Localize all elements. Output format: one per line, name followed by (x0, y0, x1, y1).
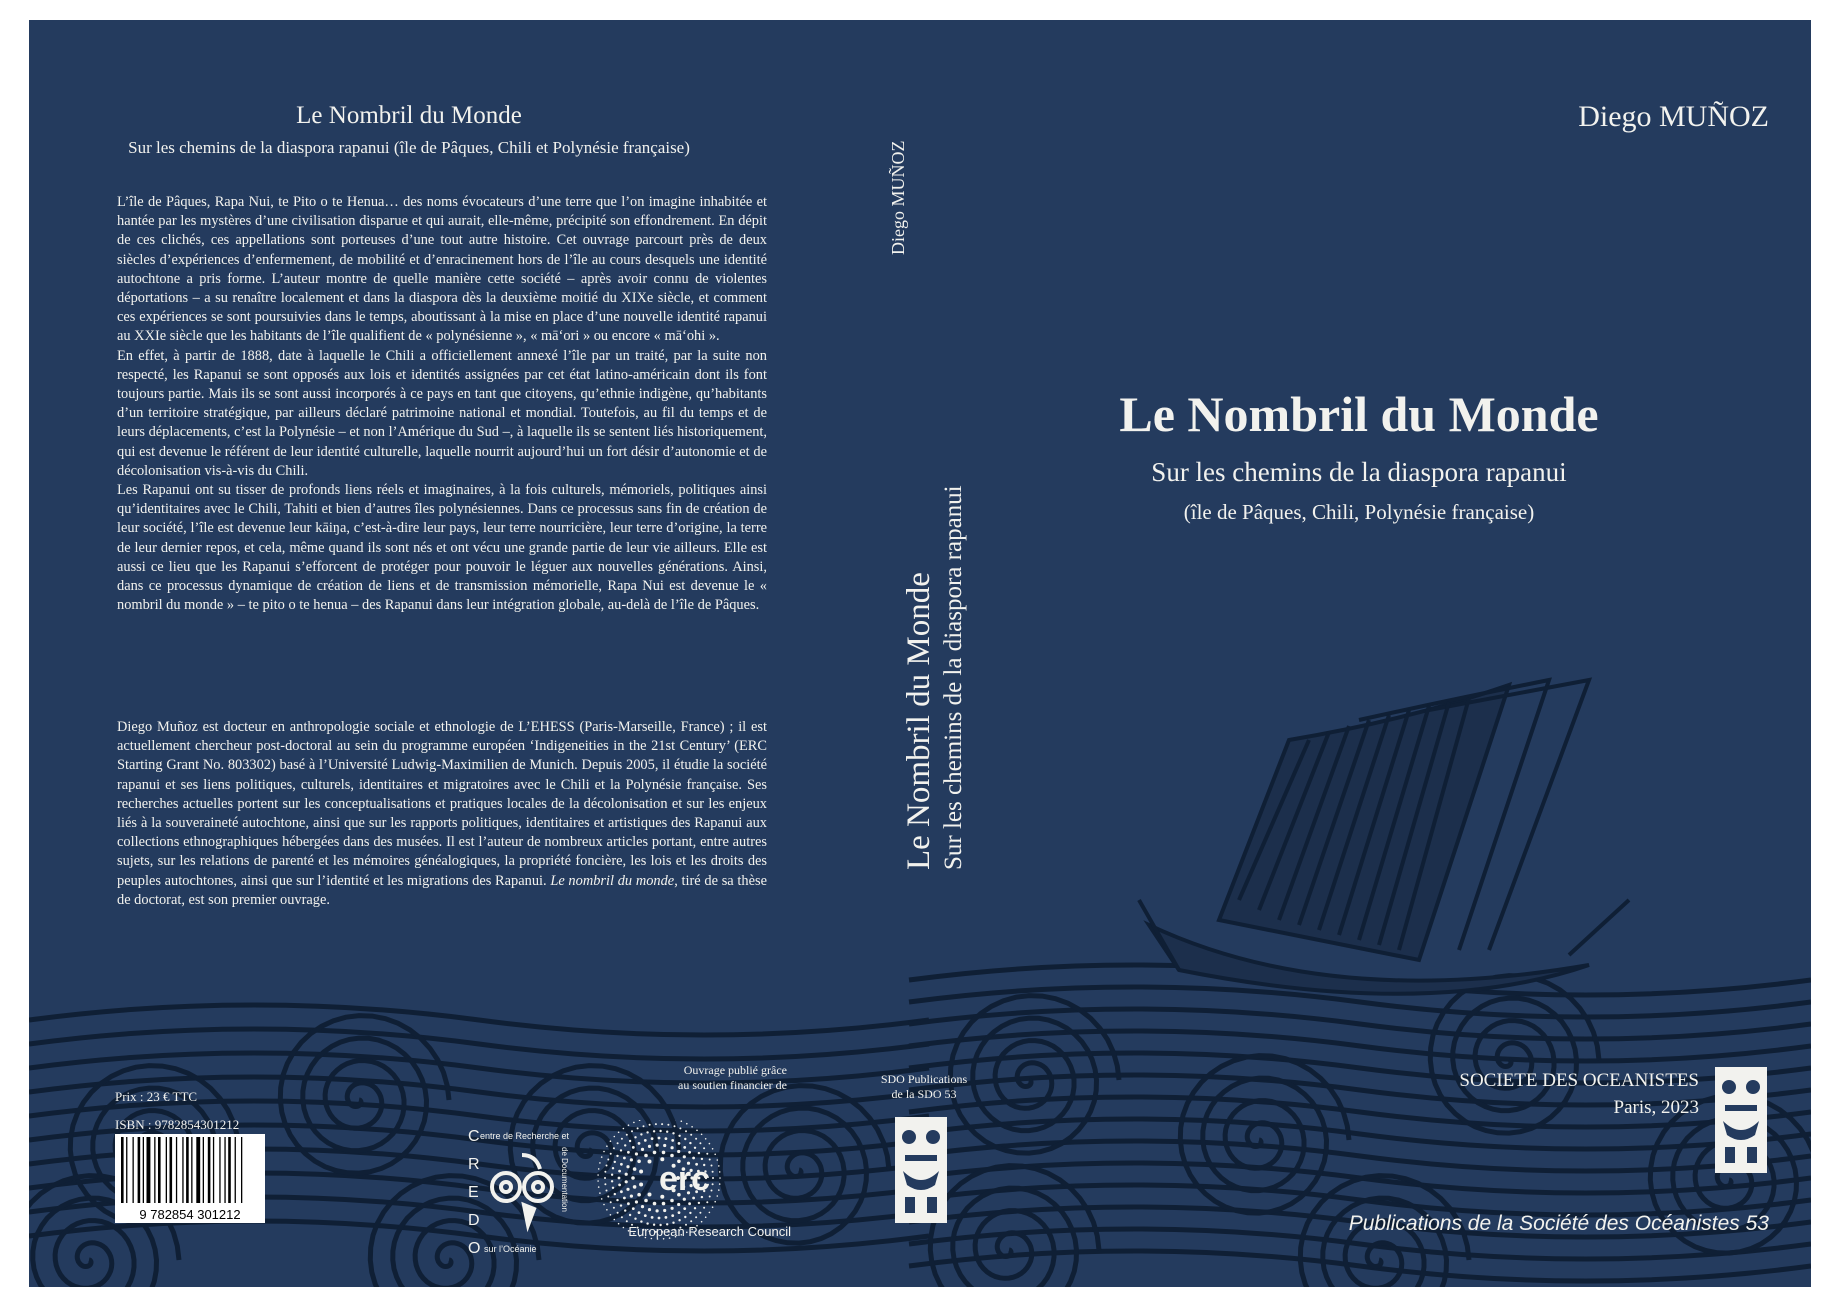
svg-text:D: D (468, 1212, 480, 1229)
price-label: Prix : 23 € TTC (115, 1089, 198, 1104)
barcode (115, 1134, 265, 1223)
svg-text:R: R (468, 1156, 480, 1173)
publisher-name: SOCIETE DES OCEANISTES (1459, 1070, 1699, 1091)
front-title: Le Nombril du Monde (1119, 386, 1599, 442)
bio-text: Diego Muñoz est docteur en anthropologie sociale et ethnologie de L’EHESS (Paris-Marseille, France) ; il est actuellement chercheur post-doctoral au sein du programme européen ‘Indigeneities in the 21st Century’ (ERC Starting Grant No. 803302) basé à l’Université Ludwig-Maximilien de Munich. Depuis 2005, il étudie la société rapanui et ses liens politiques, culturels, identitaires et migratoires avec le Chili et la Polynésie française. Ses recherches actuelles portent sur les conceptualisations et pratiques locales de la décolonisation et sur les enjeux liés à la souveraineté autochtone, ainsi que sur les rapports politiques, identitaires et artistiques des Rapanui aux collections ethnographiques hébergées dans des musées. Il est l’auteur de nombreux articles portant, entre autres sujets, sur les relations de parenté et les mémoires généalogiques, la propriété foncière, les lois et les droits des peuples autochtones, ainsi que sur l’identité et les migrations des Rapanui. (117, 719, 767, 889)
credo-logo (464, 1125, 604, 1255)
back-subtitle: Sur les chemins de la diaspora rapanui (île de Pâques, Chili et Polynésie française) (128, 138, 690, 157)
front-subtitle-places: (île de Pâques, Chili, Polynésie française) (1183, 500, 1535, 524)
funding-line-2: au soutien financier de (678, 1078, 787, 1092)
barcode-digits: 9 782854 301212 (139, 1207, 241, 1222)
svg-text:Sur les chemins de la diaspora: Sur les chemins de la diaspora rapanui (940, 485, 967, 870)
bio-end: , tiré de sa thèse de doctorat, est son premier ouvrage. (117, 872, 767, 908)
front-author: Diego MUÑOZ (1578, 100, 1769, 133)
bio-book-title: Le nombril du monde (550, 872, 675, 889)
svg-text:entre de Recherche et: entre de Recherche et (480, 1131, 570, 1141)
spine-publisher (869, 1072, 979, 1102)
blurb-paragraph-2: En effet, à partir de 1888, date à laquelle le Chili a officiellement annexé l’île par un traité, par la suite non respecté, les Rapanui se sont opposés aux lois et identités assignées par cet état latino-américain dont ils font toujours partie. Mais ils se sont aussi incorporés à ce pays en tant que citoyens, qu’ethnie indigène, qu’habitants d’un territoire stratégique, par ailleurs déclaré patrimoine national et mondial. Toutefois, au fil du temps et de leurs déplacements, c’est la Polynésie – et non l’Amérique du Sud –, à laquelle ils se sentent liés historiquement, qui est devenue le référent de leur identité culturelle, laquelle nourrit aujourd’hui un fort désir d’autonomie et de décolonisation vis-à-vis du Chili. (117, 347, 767, 479)
svg-text:sur l’Océanie: sur l’Océanie (484, 1244, 537, 1254)
back-title: Le Nombril du Monde (296, 102, 522, 129)
canoe-illustration (1139, 680, 1629, 994)
publisher-place-year: Paris, 2023 (1613, 1097, 1699, 1118)
blurb-paragraph-1: L’île de Pâques, Rapa Nui, te Pito o te Henua… des noms évocateurs d’une terre que l’on imagine inhabitée et hantée par les mystères d’une civilisation disparue et qui aurait, elle-même, précipité son effondrement. En dépit de ces clichés, ces appellations sont porteuses d’une tout autre histoire. Cet ouvrage parcourt près de deux siècles d’expériences d’enfermement, de mobilité et d’enracinement hors de l’île au cours desquels une identité autochtone a pris forme. L’auteur montre de quelle manière cette société – après avoir connu de violentes déportations – a su renaître localement et dans la diaspora dès la deuxième moitié du XIXe siècle, et comment ces expériences se sont poursuivies dans le temps, aboutissant à la mise en place d’une nouvelle identité rapanui au XXIe siècle que les habitants de l’île qualifient de « polynésienne », « mā‘ori » ou encore « mā‘ohi ». (117, 194, 767, 345)
series-title: Publications de la Société des Océanistes 53 (1348, 1212, 1769, 1235)
author-bio (117, 718, 767, 910)
svg-text:O: O (468, 1240, 481, 1255)
blurb-paragraph-3: Les Rapanui ont su tisser de profonds liens réels et imaginaires, à la fois culturels, mémoriels, politiques ainsi qu’identitaires avec le Chili, Tahiti et bien d’autres îles polynésiennes. Dans ce processus sans fin de création de leur société, l’île est devenue leur kāiŋa, c’est-à-dire leur pays, leur terre nourricière, leur terre d’origine, la terre de leur dernier repos, et cela, même quand ils sont nés et ont vécu une grande partie de leur vie ailleurs. Elle est aussi ce lieu que les Rapanui s’efforcent de protéger pour pouvoir le léguer aux nouvelles générations. Ainsi, dans ce processus dynamique de création de liens et de transmission mémorielle, Rapa Nui est devenue le « nombril du monde » – te pito o te henua – des Rapanui dans leur intégration globale, au-delà de l’île de Pâques. (117, 482, 767, 614)
svg-text:de Documentation: de Documentation (560, 1147, 569, 1212)
front-subtitle: Sur les chemins de la diaspora rapanui (1151, 457, 1567, 487)
svg-text:C: C (468, 1128, 480, 1145)
spine-author (882, 115, 916, 255)
svg-text:erc: erc (659, 1160, 711, 1198)
svg-text:Le Nombril du Monde: Le Nombril du Monde (901, 572, 937, 870)
isbn-label: ISBN : 9782854301212 (115, 1117, 240, 1132)
tiki-logo-icon (891, 1115, 951, 1225)
spine-pub-line-2: de la SDO 53 (891, 1087, 957, 1101)
spine-pub-line-1: SDO Publications (880, 1072, 968, 1086)
funding-line-1: Ouvrage publié grâce (683, 1063, 787, 1077)
back-blurb (117, 193, 767, 615)
book-cover (29, 20, 1811, 1287)
spine-title (869, 480, 979, 870)
barcode-icon (115, 1134, 265, 1223)
erc-name: European Research Council (628, 1224, 791, 1239)
svg-text:E: E (468, 1184, 479, 1201)
svg-text:Diego MUÑOZ: Diego MUÑOZ (888, 140, 908, 255)
tiki-logo-icon (1711, 1065, 1771, 1175)
funding-note (599, 1063, 787, 1093)
